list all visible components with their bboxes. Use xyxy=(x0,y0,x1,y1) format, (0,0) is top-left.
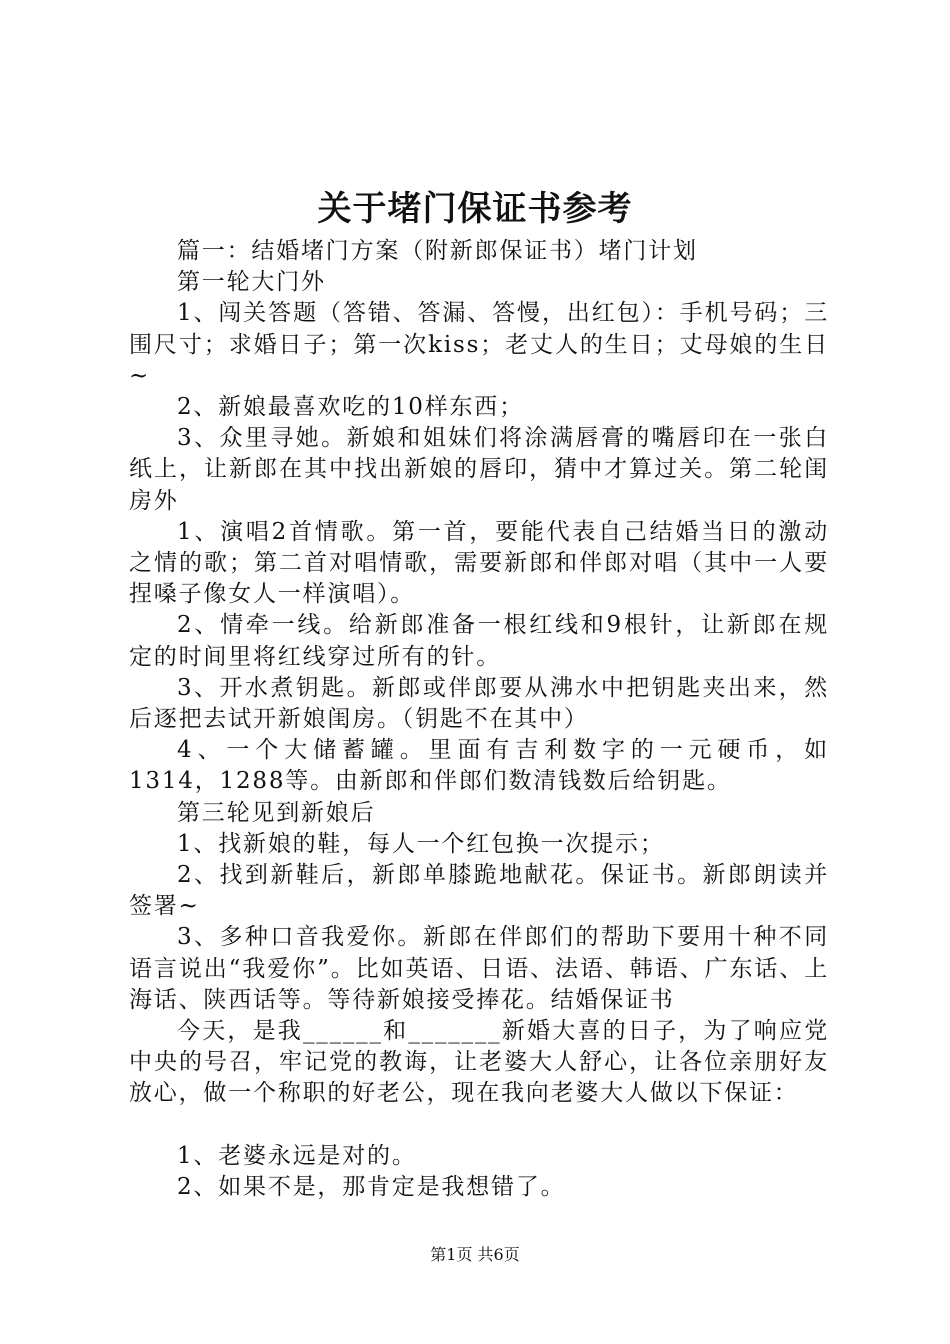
paragraph-spacer xyxy=(129,1110,829,1141)
pledge-item: 2、如果不是，那肯定是我想错了。 xyxy=(177,1174,566,1201)
paragraph-item: 2、新娘最喜欢吃的10样东西； xyxy=(177,394,524,421)
paragraph-item: 3、多种口音我爱你。新郎在伴郎们的帮助下要用十种不同语言说出“我爱你”。比如英语、日语、法语、韩语、广东话、上海话、陕西话等。等待新娘接受捧花。结婚保证书 xyxy=(129,924,829,1013)
paragraph-item: 2、情牵一线。给新郎准备一根红线和9根针，让新郎在规定的时间里将红线穿过所有的针。 xyxy=(129,612,829,670)
paragraph-item: 4、一个大储蓄罐。里面有吉利数字的一元硬币，如1314，1288等。由新郎和伴郎们数清钱数后给钥匙。 xyxy=(129,737,829,795)
document-body xyxy=(129,236,829,1203)
paragraph-item: 2、找到新鞋后，新郎单膝跪地献花。保证书。新郎朗读并签署~ xyxy=(129,862,829,920)
paragraph-item: 1、找新娘的鞋，每人一个红包换一次提示； xyxy=(177,830,665,857)
paragraph-item: 1、闯关答题（答错、答漏、答慢，出红包）：手机号码；三围尺寸；求婚日子；第一次kiss；老丈人的生日；丈母娘的生日~ xyxy=(129,300,829,389)
paragraph-pledge-intro: 今天，是我______和_______新婚大喜的日子，为了响应党中央的号召，牢记党的教诲，让老婆大人舒心，让各位亲朋好友放心，做一个称职的好老公，现在我向老婆大人做以下保证： xyxy=(129,1018,829,1107)
page-footer: 第1页 共6页 xyxy=(430,1245,520,1264)
section-heading-round-1: 第一轮大门外 xyxy=(177,269,326,296)
paragraph-item: 3、众里寻她。新娘和姐妹们将涂满唇膏的嘴唇印在一张白纸上，让新郎在其中找出新娘的唇印，猜中才算过关。第二轮闺房外 xyxy=(129,425,829,514)
pledge-item: 1、老婆永远是对的。 xyxy=(177,1142,417,1169)
document-title: 关于堵门保证书参考 xyxy=(317,189,633,229)
section-heading-round-3: 第三轮见到新娘后 xyxy=(177,799,376,826)
paragraph-item: 1、演唱2首情歌。第一首，要能代表自己结婚当日的激动之情的歌；第二首对唱情歌，需要新郎和伴郎对唱（其中一人要捏嗓子像女人一样演唱）。 xyxy=(129,518,829,608)
paragraph-intro: 篇一：结婚堵门方案（附新郎保证书）堵门计划 xyxy=(177,238,698,264)
paragraph-item: 3、开水煮钥匙。新郎或伴郎要从沸水中把钥匙夹出来，然后逐把去试开新娘闺房。（钥匙不在其中） xyxy=(129,674,829,733)
